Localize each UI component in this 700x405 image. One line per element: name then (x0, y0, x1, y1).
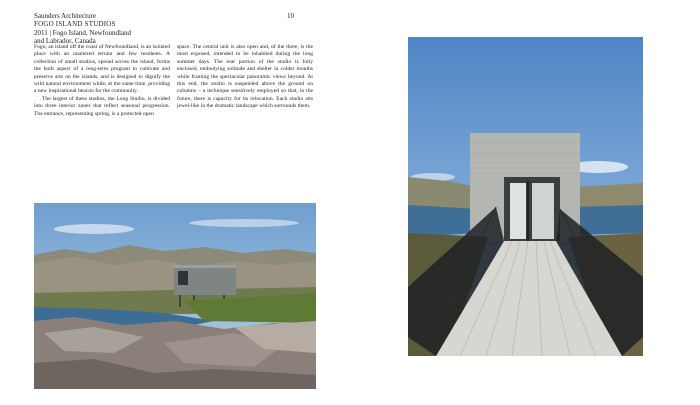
paragraph: Fogo, an island off the coast of Newfoundland, is an isolated place with an unaltered terrain and few residents. A collection of small studios, spread across the island, forms the built aspect of a long-term program to cultivate and preserve arts on the islands, and is designed to dignify the wild natural environment while, at the same time, providing a new inspirational beacon for the community. (34, 44, 170, 95)
project-info-line2: and Labrador, Canada (34, 37, 96, 46)
studio-title: FOGO ISLAND STUDIOS (34, 20, 116, 29)
studio-landscape-photo (34, 203, 316, 389)
paragraph: space. The central unit is also open and, of the three, is the most exposed, intended to be inhabited during the long summer days. The rear portion of the studio is fully enclosed, embodying solitude and shelter in colder months while framing the spectacular panoramic views beyond. At this end, the studio is suspended above the ground on columns – a technique sensitively employed so that, in the future, there is capacity for its relocation. Each studio sits jewel-like in the dramatic landscape which surrounds them. (177, 44, 313, 110)
body-column-right (177, 44, 313, 111)
firm-name: Saunders Architecture (34, 12, 97, 20)
project-info-line1: 2011 | Fogo Island, Newfoundland (34, 28, 131, 37)
page-number: 10 (287, 12, 294, 20)
paragraph: The largest of these studios, the Long Studio, is divided into three interior zones that reflect seasonal progression. The entrance, representing spring, is a protected open (34, 95, 170, 117)
body-column-left (34, 44, 170, 118)
studio-walkway-photo (408, 37, 643, 356)
page-header (34, 12, 131, 46)
